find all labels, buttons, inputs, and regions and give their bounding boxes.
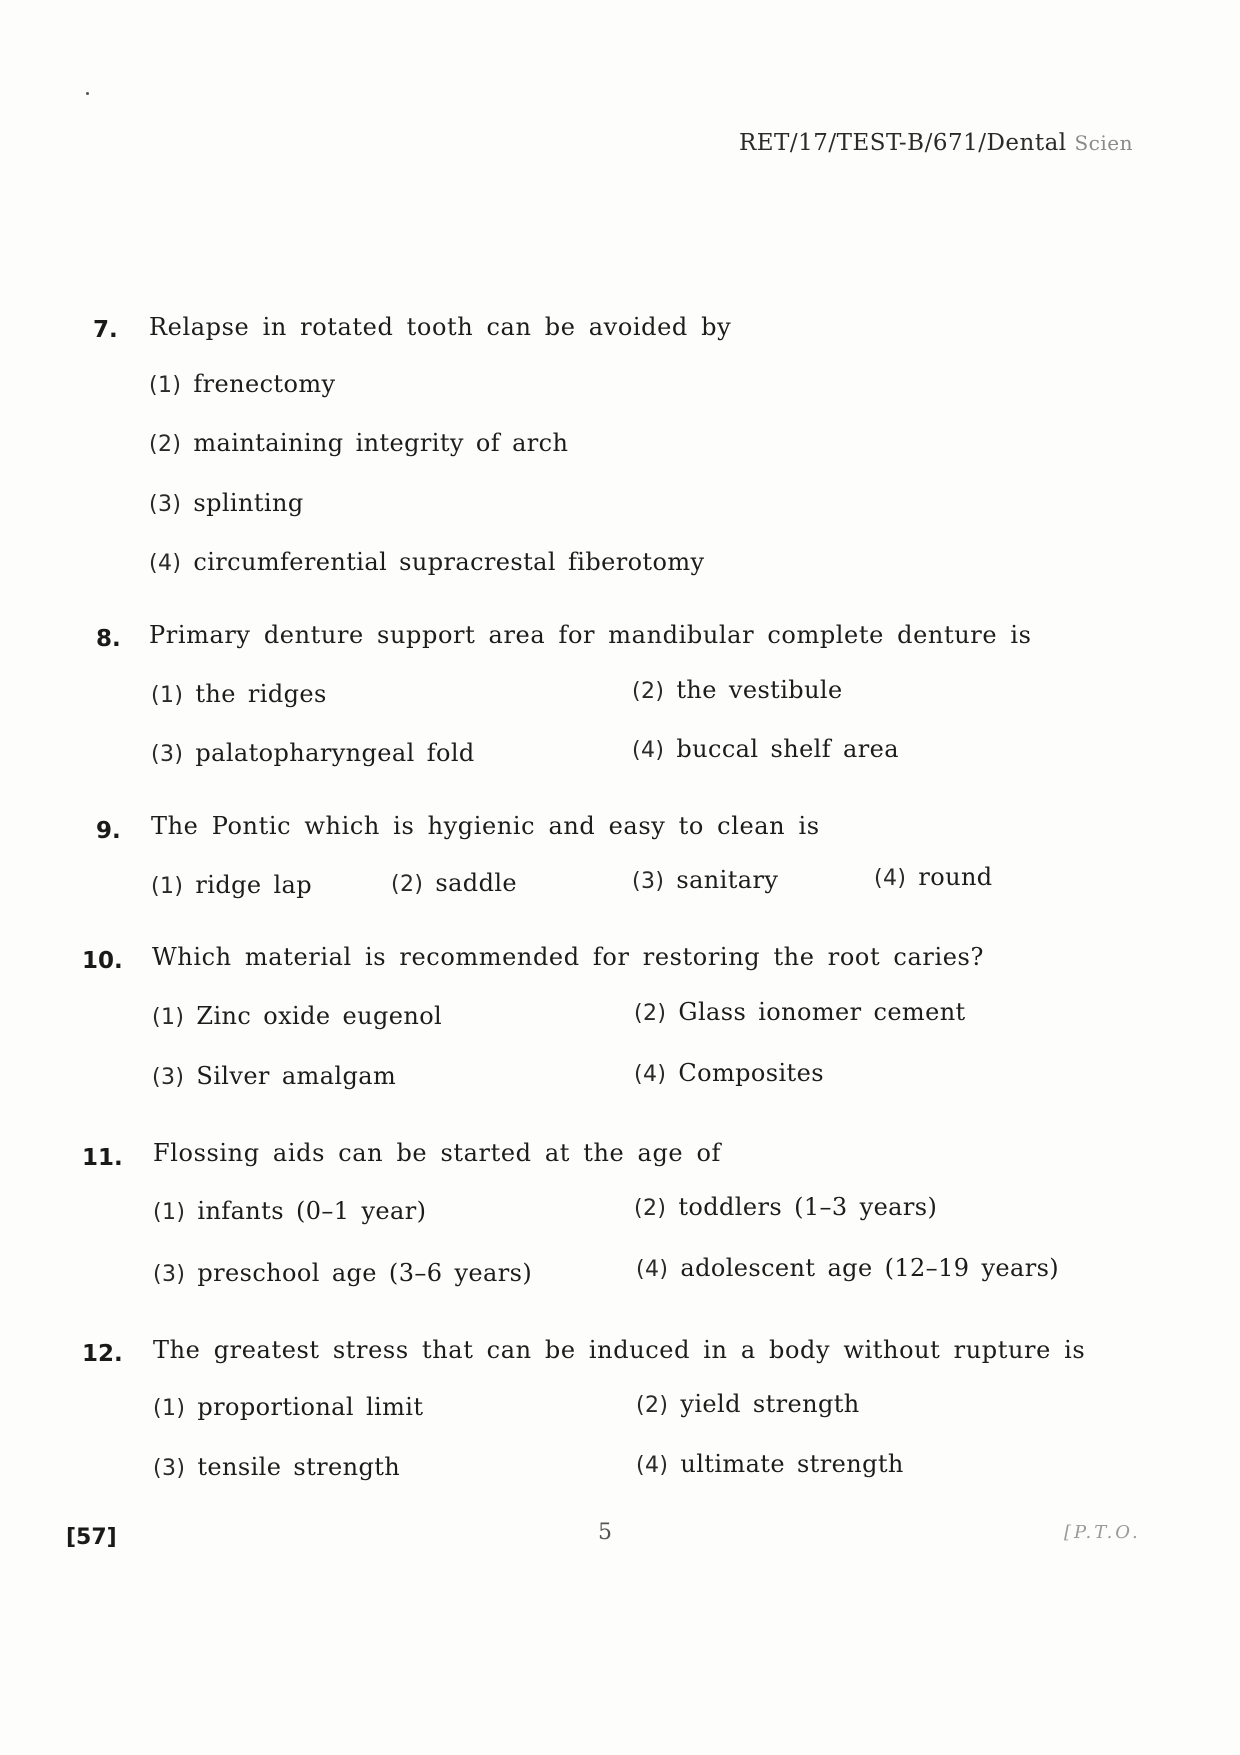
option-2 xyxy=(634,998,966,1026)
option-4 xyxy=(636,1450,904,1478)
option-label: (1) xyxy=(149,373,182,398)
option-text: ultimate strength xyxy=(680,1450,904,1478)
option-label: (2) xyxy=(634,1001,667,1026)
option-text: the vestibule xyxy=(676,676,843,704)
option-text: splinting xyxy=(193,489,304,517)
option-text: sanitary xyxy=(676,866,779,894)
footer-code: [57] xyxy=(66,1525,117,1550)
option-text: preschool age (3–6 years) xyxy=(197,1259,533,1287)
option-1 xyxy=(153,1197,426,1225)
question-number: 8. xyxy=(96,626,121,652)
option-label: (4) xyxy=(634,1062,667,1087)
option-text: palatopharyngeal fold xyxy=(195,739,475,767)
option-1 xyxy=(149,370,335,398)
option-label: (1) xyxy=(151,683,184,708)
option-2 xyxy=(632,676,843,704)
option-text: saddle xyxy=(435,869,518,897)
option-label: (4) xyxy=(874,866,907,891)
option-label: (3) xyxy=(153,1456,186,1481)
option-4 xyxy=(634,1059,824,1087)
option-label: (3) xyxy=(632,869,665,894)
option-4 xyxy=(632,735,899,763)
question-number: 10. xyxy=(82,948,123,974)
option-text: Glass ionomer cement xyxy=(678,998,966,1026)
option-label: (2) xyxy=(632,679,665,704)
option-4 xyxy=(636,1254,1059,1282)
option-label: (1) xyxy=(152,1005,185,1030)
option-2 xyxy=(636,1390,860,1418)
option-label: (4) xyxy=(636,1257,669,1282)
option-4 xyxy=(874,863,993,891)
option-text: Silver amalgam xyxy=(196,1062,397,1090)
option-1 xyxy=(152,1002,442,1030)
question-text: The greatest stress that can be induced in a body without rupture is xyxy=(153,1336,1086,1364)
option-text: Zinc oxide eugenol xyxy=(196,1002,443,1030)
paper-code xyxy=(739,130,1133,156)
option-text: maintaining integrity of arch xyxy=(193,429,569,457)
option-3 xyxy=(152,1062,396,1090)
paper-code-main: RET/17/TEST-B/671/Dental xyxy=(738,130,1075,156)
option-text: round xyxy=(918,863,993,891)
question-text: Relapse in rotated tooth can be avoided by xyxy=(149,313,732,341)
option-label: (4) xyxy=(632,738,665,763)
option-1 xyxy=(153,1393,423,1421)
option-label: (3) xyxy=(153,1262,186,1287)
option-3 xyxy=(153,1453,400,1481)
option-label: (1) xyxy=(153,1396,186,1421)
option-3 xyxy=(149,489,304,517)
option-text: circumferential supracrestal fiberotomy xyxy=(193,548,705,576)
option-1 xyxy=(151,680,327,708)
option-text: buccal shelf area xyxy=(676,735,899,763)
option-4 xyxy=(149,548,704,576)
option-3 xyxy=(632,866,778,894)
question-text: Which material is recommended for restoring the root caries? xyxy=(152,943,984,971)
question-text: Primary denture support area for mandibular complete denture is xyxy=(149,621,1032,649)
option-label: (2) xyxy=(634,1196,667,1221)
option-text: frenectomy xyxy=(193,370,336,398)
question-number: 9. xyxy=(96,818,121,844)
option-label: (2) xyxy=(391,872,424,897)
option-text: yield strength xyxy=(680,1390,860,1418)
question-text: Flossing aids can be started at the age of xyxy=(153,1139,721,1167)
question-number: 11. xyxy=(82,1145,123,1171)
option-1 xyxy=(151,871,312,899)
page-number: 5 xyxy=(598,1520,612,1545)
option-text: adolescent age (12–19 years) xyxy=(680,1254,1060,1282)
paper-code-faded: Scien xyxy=(1074,131,1133,155)
option-2 xyxy=(149,429,568,457)
option-label: (3) xyxy=(149,492,182,517)
option-3 xyxy=(153,1259,532,1287)
option-text: tensile strength xyxy=(197,1453,401,1481)
option-label: (4) xyxy=(636,1453,669,1478)
option-text: Composites xyxy=(678,1059,824,1087)
option-2 xyxy=(391,869,517,897)
question-text: The Pontic which is hygienic and easy to clean is xyxy=(151,812,820,840)
option-2 xyxy=(634,1193,937,1221)
question-number: 12. xyxy=(82,1341,123,1367)
option-text: toddlers (1–3 years) xyxy=(678,1193,938,1221)
option-text: proportional limit xyxy=(197,1393,424,1421)
option-label: (2) xyxy=(149,432,182,457)
option-text: ridge lap xyxy=(195,871,313,899)
option-text: infants (0–1 year) xyxy=(197,1197,427,1225)
option-label: (3) xyxy=(152,1065,185,1090)
option-label: (2) xyxy=(636,1393,669,1418)
option-label: (1) xyxy=(153,1200,186,1225)
option-3 xyxy=(151,739,475,767)
option-label: (3) xyxy=(151,742,184,767)
scan-speck xyxy=(86,92,89,95)
pto-mark: [P.T.O. xyxy=(1064,1522,1141,1543)
option-label: (1) xyxy=(151,874,184,899)
question-number: 7. xyxy=(93,317,118,343)
option-label: (4) xyxy=(149,551,182,576)
option-text: the ridges xyxy=(195,680,327,708)
